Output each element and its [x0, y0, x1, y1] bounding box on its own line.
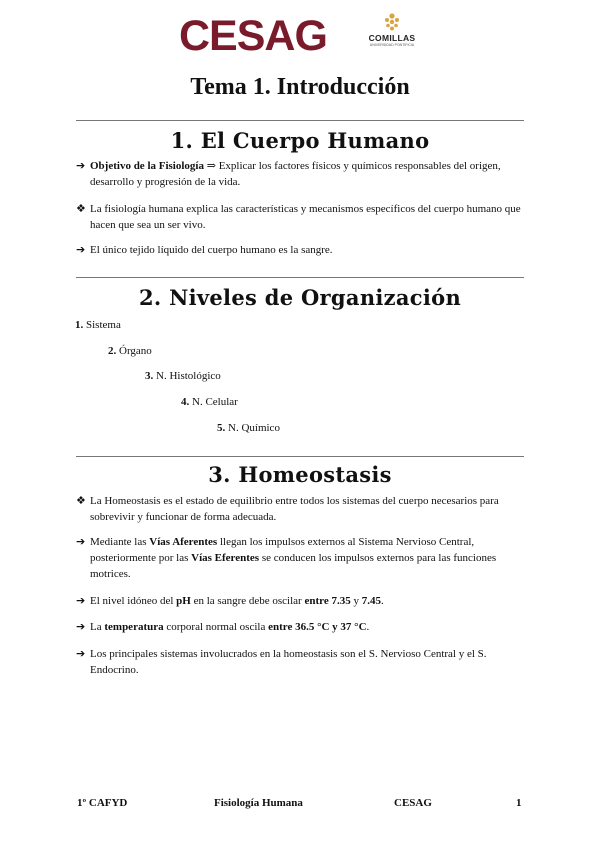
section-divider — [76, 456, 524, 457]
cesag-logo: CESAG — [179, 12, 327, 60]
page-title: Tema 1. Introducción — [190, 74, 410, 100]
list-item: ➔ Los principales sistemas involucrados en la homeostasis son el S. Nervioso Central y el S. Endocrino. — [76, 647, 487, 676]
section-heading: 3. Homeostasis — [208, 462, 392, 487]
level-item: 3. N. Histológico — [145, 370, 221, 382]
section-divider — [76, 277, 524, 278]
level-item: 1. Sistema — [75, 319, 121, 331]
arrow-icon: ➔ — [76, 647, 86, 660]
footer-course: 1º CAFYD — [77, 797, 128, 809]
comillas-subtitle: UNIVERSIDAD PONTIFICIA — [369, 43, 415, 47]
list-item: ➔ El nivel idóneo del pH en la sangre debe oscilar entre 7.35 y 7.45. — [76, 594, 384, 607]
section-heading: 1. El Cuerpo Humano — [170, 128, 430, 153]
arrow-icon: ➔ — [76, 594, 86, 607]
arrow-icon: ➔ — [76, 159, 86, 172]
page-number: 1 — [516, 797, 522, 809]
list-item: ➔ Objetivo de la Fisiología ⇒ Explicar los factores físicos y químicos responsables del origen, desarrollo y progresión de la vida. — [76, 159, 501, 188]
level-item: 5. N. Químico — [217, 422, 280, 434]
list-item: ❖ La fisiología humana explica las características y mecanismos específicos del cuerpo humano que hacen que sea un ser vivo. — [76, 202, 521, 231]
list-item: ❖ La Homeostasis es el estado de equilibrio entre todos los sistemas del cuerpo necesarios para sobrevivir y funcionar de forma adecuada. — [76, 494, 499, 523]
diamond-icon: ❖ — [76, 202, 86, 215]
list-item: ➔ Mediante las Vías Aferentes llegan los impulsos externos al Sistema Nervioso Central, posteriormente por las Vías Eferentes se conducen los impulsos externos para las funciones motrices. — [76, 535, 497, 580]
level-item: 2. Órgano — [108, 345, 152, 357]
arrow-icon: ➔ — [76, 243, 86, 256]
section-divider — [76, 120, 524, 121]
page-header — [0, 10, 600, 60]
level-item: 4. N. Celular — [181, 396, 238, 408]
arrow-icon: ➔ — [76, 535, 86, 548]
list-item: ➔ La temperatura corporal normal oscila entre 36.5 °C y 37 °C. — [76, 620, 370, 633]
diamond-icon: ❖ — [76, 494, 86, 507]
list-item: ➔ El único tejido líquido del cuerpo humano es la sangre. — [76, 243, 333, 256]
comillas-name: COMILLAS — [368, 33, 416, 43]
footer-institution: CESAG — [394, 797, 432, 809]
arrow-icon: ➔ — [76, 620, 86, 633]
section-heading: 2. Niveles de Organización — [138, 285, 462, 310]
footer-subject: Fisiología Humana — [214, 797, 303, 809]
comillas-emblem-icon — [382, 12, 402, 34]
comillas-logo — [361, 12, 423, 47]
